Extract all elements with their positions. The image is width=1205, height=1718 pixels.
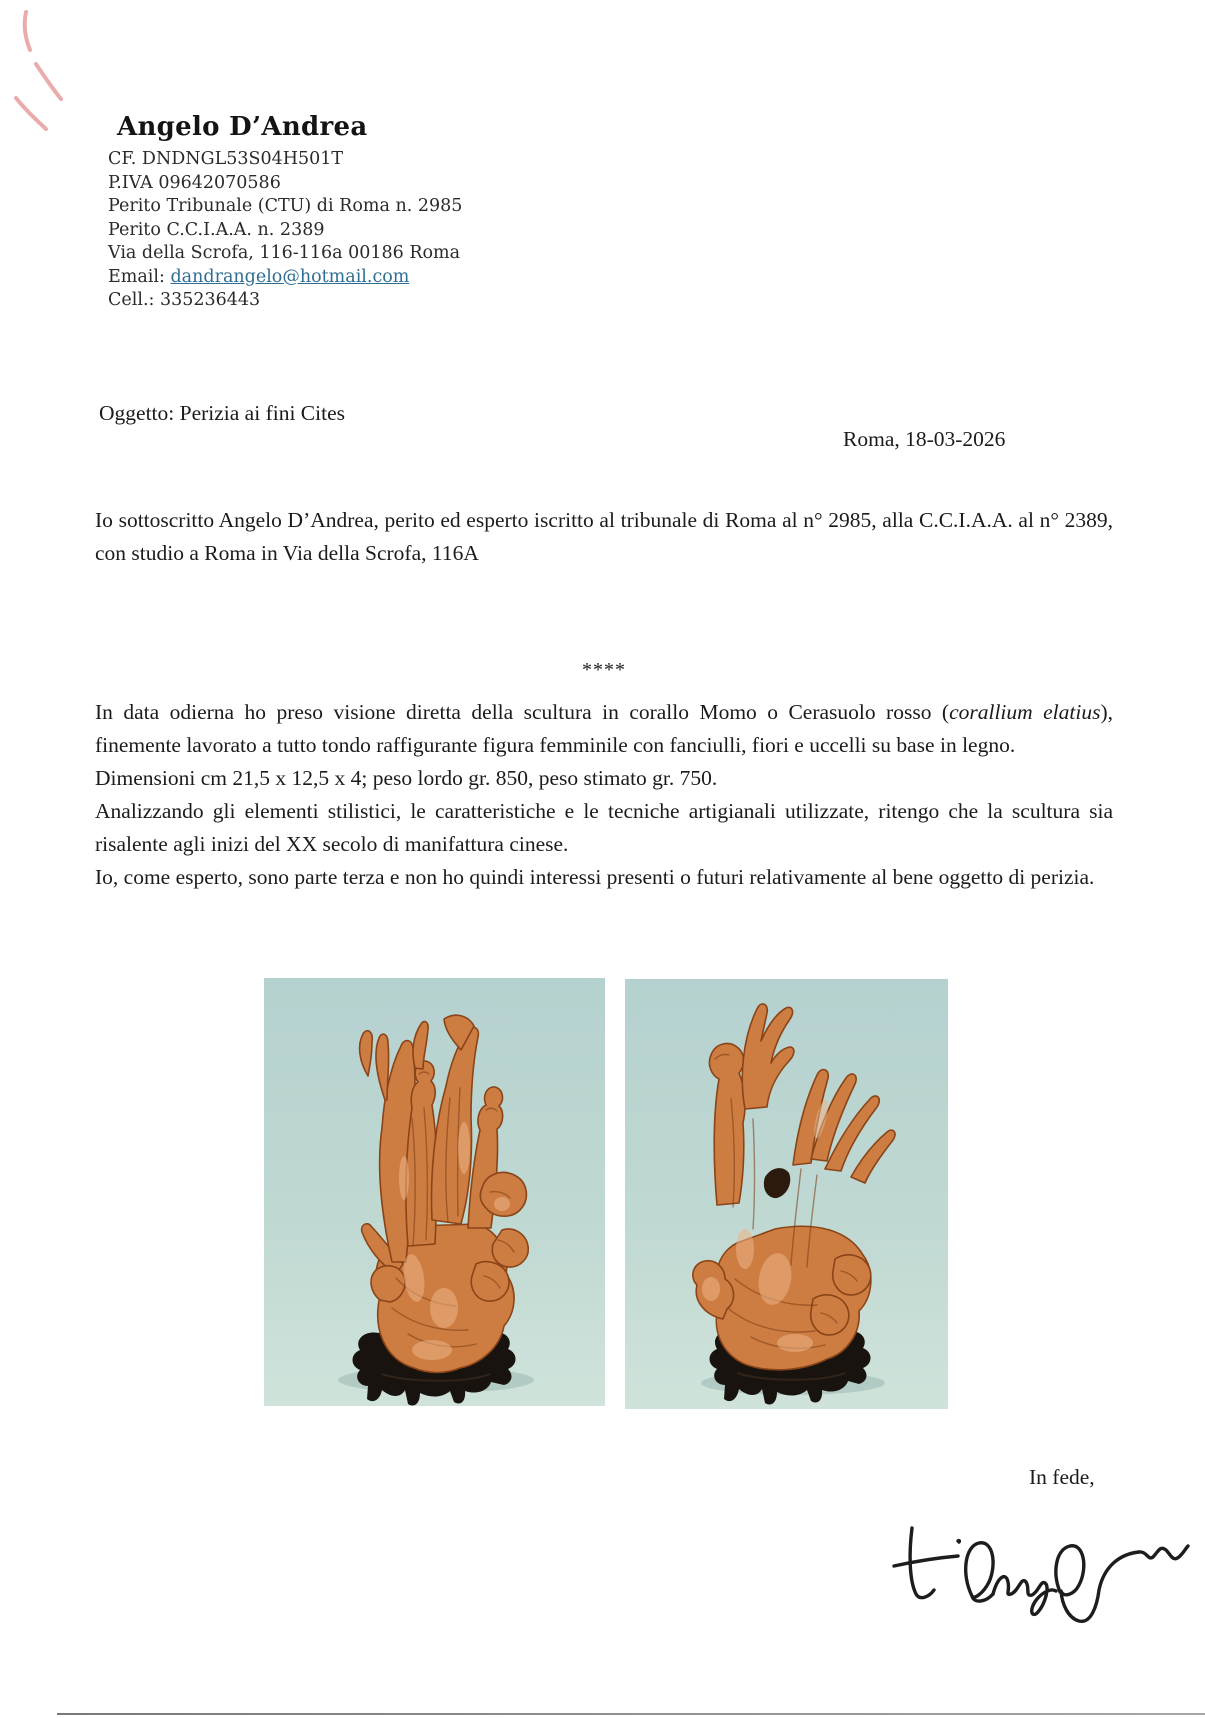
asterisk-separator: **** — [582, 659, 626, 681]
letterhead-line-email — [108, 266, 462, 290]
body-text — [95, 696, 1113, 894]
email-link[interactable]: dandrangelo@hotmail.com — [170, 266, 410, 287]
species-name-italic: corallium elatius — [949, 700, 1101, 724]
letterhead-line-piva: P.IVA 09642070586 — [108, 172, 281, 193]
coral-sculpture-front-illustration — [264, 978, 605, 1406]
photo-coral-sculpture-front — [264, 978, 605, 1406]
body-paragraph-dimensions: Dimensioni cm 21,5 x 12,5 x 4; peso lordo gr. 850, peso stimato gr. 750. — [95, 766, 718, 790]
intro-paragraph: Io sottoscritto Angelo D’Andrea, perito ed esperto iscritto al tribunale di Roma al n° 2985, alla C.C.I.A.A. al n° 2389, con studio a Roma in Via della Scrofa, 116A — [95, 508, 1113, 565]
body-paragraph-disclaimer: Io, come esperto, sono parte terza e non ho quindi interessi presenti o futuri relativamente al bene oggetto di perizia. — [95, 865, 1095, 889]
closing-formula: In fede, — [1029, 1465, 1095, 1489]
body-paragraph-1 — [95, 696, 1113, 762]
body-p1-before: In data odierna ho preso visione diretta della scultura in corallo Momo o Cerasuolo rosso ( — [95, 700, 950, 724]
letterhead-line-perito-tribunale: Perito Tribunale (CTU) di Roma n. 2985 — [108, 196, 463, 216]
red-pencil-scan-marks — [4, 2, 84, 142]
body-paragraph-analysis: Analizzando gli elementi stilistici, le caratteristiche e le tecniche artigianali utilizzate, ritengo che la scultura sia risalente agli inizi del XX secolo di manifattura cinese. — [95, 799, 1113, 856]
letterhead-line-perito-cciaa: Perito C.C.I.A.A. n. 2389 — [108, 219, 325, 240]
body-p1-after: ), finemente lavorato a tutto tondo raffigurante figura femminile con fanciulli, fiori e uccelli su base in legno. — [95, 700, 1114, 757]
dateline: Roma, 18-03-2026 — [843, 427, 1006, 451]
letterhead-line-address: Via della Scrofa, 116-116a 00186 Roma — [108, 243, 461, 263]
letterhead-name: Angelo D’Andrea — [117, 112, 368, 142]
handwritten-signature — [890, 1512, 1195, 1637]
letterhead-line-cf: CF. DNDNGL53S04H501T — [108, 149, 344, 169]
letterhead — [108, 112, 462, 313]
coral-sculpture-rear-illustration — [625, 979, 948, 1409]
letterhead-line-cell: Cell.: 335236443 — [108, 290, 261, 310]
email-label: Email: — [108, 266, 171, 287]
scan-edge-line — [57, 1713, 1205, 1715]
subject-line: Oggetto: Perizia ai fini Cites — [99, 401, 346, 425]
photo-coral-sculpture-rear — [625, 979, 948, 1409]
